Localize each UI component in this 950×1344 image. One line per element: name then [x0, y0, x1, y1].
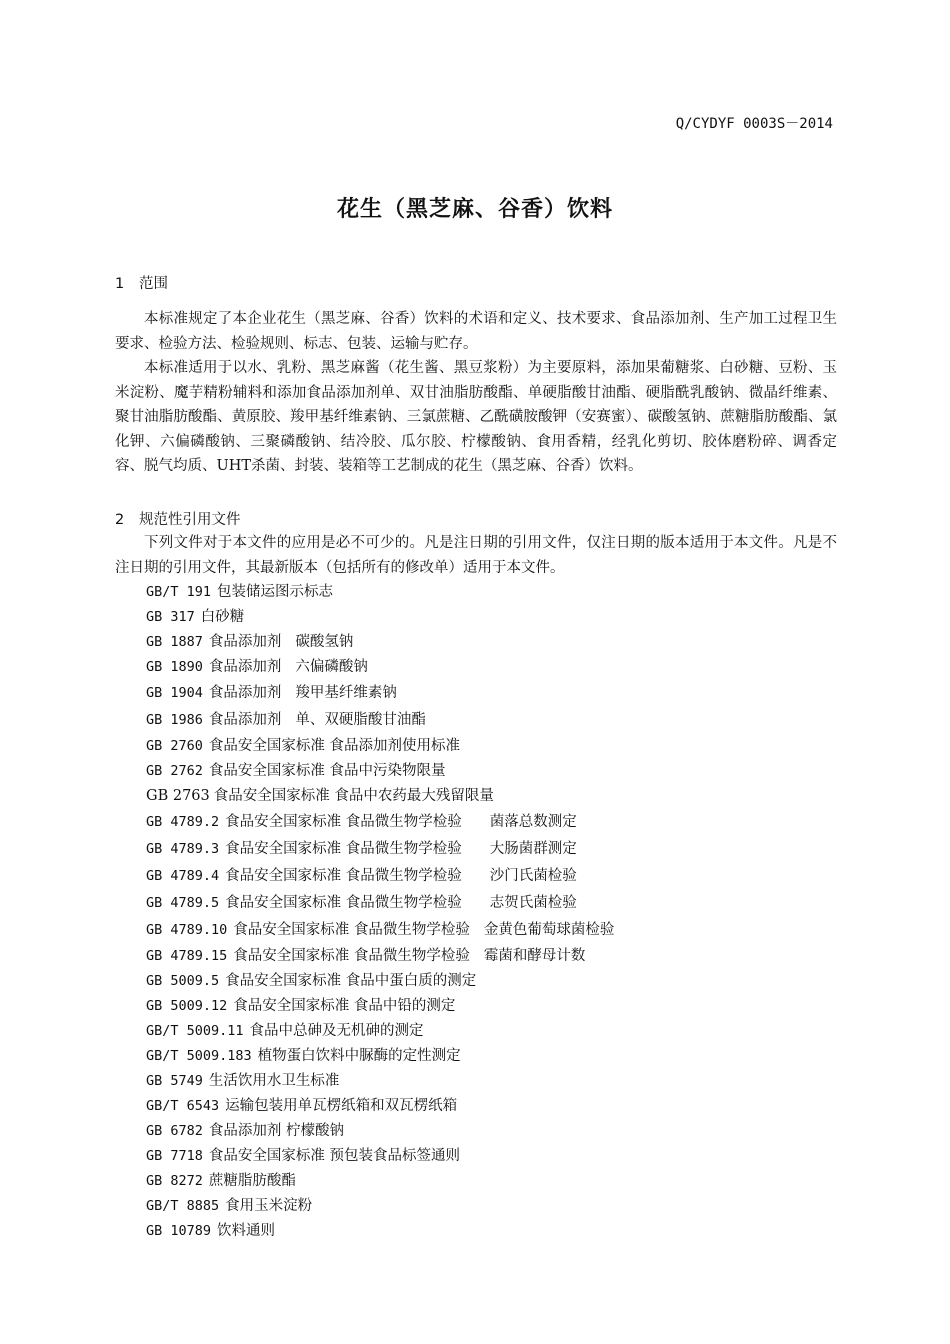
reference-subtitle: 大肠菌群测定	[489, 841, 577, 857]
reference-item	[146, 630, 614, 655]
reference-item	[146, 707, 614, 734]
reference-title: 食品安全国家标准 预包装食品标签通则	[208, 1148, 461, 1164]
reference-title: 饮料通则	[217, 1223, 276, 1239]
section-title: 范围	[139, 276, 168, 292]
reference-code: GB 1890	[146, 659, 203, 675]
reference-title: 食品安全国家标准 食品中污染物限量	[208, 763, 446, 779]
reference-code: GB 2760	[146, 738, 203, 754]
reference-title: 食品添加剂	[208, 712, 282, 728]
reference-title: 白砂糖	[200, 609, 245, 625]
reference-code: GB/T 8885	[146, 1198, 220, 1214]
reference-item	[146, 1119, 614, 1144]
reference-subtitle: 金黄色葡萄球菌检验	[483, 922, 615, 938]
reference-item	[146, 944, 614, 969]
reference-title: 食品安全国家标准 食品微生物学检验	[233, 922, 470, 938]
reference-title: 运输包装用单瓦楞纸箱和双瓦楞纸箱	[225, 1098, 458, 1114]
reference-code: GB 5749	[146, 1073, 203, 1089]
reference-code: GB 2763	[146, 788, 210, 804]
reference-code: GB/T 6543	[146, 1098, 220, 1114]
section-number: 2	[115, 512, 125, 528]
reference-code: GB/T 5009.183	[146, 1048, 252, 1064]
reference-subtitle: 霉菌和酵母计数	[483, 948, 586, 964]
reference-title: 生活饮用水卫生标准	[208, 1073, 340, 1089]
reference-code: GB 4789.4	[146, 868, 220, 884]
reference-code: GB 1904	[146, 685, 203, 701]
reference-title: 食品安全国家标准 食品微生物学检验	[233, 948, 470, 964]
reference-title: 食用玉米淀粉	[225, 1198, 313, 1214]
section-heading-normative-references	[115, 508, 241, 529]
reference-title: 植物蛋白饮料中脲酶的定性测定	[257, 1048, 461, 1064]
reference-item	[146, 680, 614, 707]
reference-title: 食品安全国家标准 食品添加剂使用标准	[208, 738, 461, 754]
section-heading-scope	[115, 272, 168, 293]
reference-title: 食品添加剂	[208, 634, 282, 650]
reference-code: GB 1887	[146, 634, 203, 650]
reference-item	[146, 784, 614, 809]
reference-item	[146, 994, 614, 1019]
reference-item	[146, 917, 614, 944]
reference-item	[146, 836, 614, 863]
reference-code: GB 1986	[146, 712, 203, 728]
reference-title: 食品添加剂 柠檬酸钠	[208, 1123, 345, 1139]
reference-title: 食品安全国家标准 食品中铅的测定	[233, 998, 456, 1014]
reference-item	[146, 969, 614, 994]
reference-item	[146, 1144, 614, 1169]
reference-item	[146, 1169, 614, 1194]
reference-code: GB 5009.12	[146, 998, 228, 1014]
reference-item	[146, 605, 614, 630]
reference-code: GB 4789.3	[146, 841, 220, 857]
reference-title: 食品安全国家标准 食品微生物学检验	[225, 814, 462, 830]
reference-code: GB 4789.2	[146, 814, 220, 830]
paragraph-scope-2: 本标准适用于以水、乳粉、黑芝麻酱（花生酱、黑豆浆粉）为主要原料，添加果葡糖浆、白砂糖、豆粉、玉米淀粉、魔芋精粉辅料和添加食品添加剂单、双甘油脂肪酸酯、单硬脂酸甘油酯、硬脂酰乳酸钠、微晶纤维素、聚甘油脂肪酸酯、黄原胶、羧甲基纤维素钠、三氯蔗糖、乙酰磺胺酸钾（安赛蜜）、碳酸氢钠、蔗糖脂肪酸酯、氯化钾、六偏磷酸钠、三聚磷酸钠、结冷胶、瓜尔胶、柠檬酸钠、食用香精，经乳化剪切、胶体磨粉碎、调香定容、脱气均质、UHT杀菌、封装、装箱等工艺制成的花生（黑芝麻、谷香）饮料。	[115, 360, 837, 475]
reference-list	[146, 580, 614, 1244]
reference-title: 食品安全国家标准 食品微生物学检验	[225, 868, 462, 884]
reference-item	[146, 1069, 614, 1094]
reference-subtitle: 碳酸氢钠	[295, 634, 354, 650]
reference-title: 包装储运图示标志	[217, 584, 334, 600]
reference-item	[146, 1019, 614, 1044]
reference-code: GB 6782	[146, 1123, 203, 1139]
paragraph-scope-1: 本标准规定了本企业花生（黑芝麻、谷香）饮料的术语和定义、技术要求、食品添加剂、生产加工过程卫生要求、检验方法、检验规则、标志、包装、运输与贮存。	[115, 311, 837, 352]
reference-item	[146, 863, 614, 890]
section-title: 规范性引用文件	[139, 512, 241, 528]
reference-item	[146, 759, 614, 784]
paragraph-references-intro: 下列文件对于本文件的应用是必不可少的。凡是注日期的引用文件，仅注日期的版本适用于本文件。凡是不注日期的引用文件，其最新版本（包括所有的修改单）适用于本文件。	[115, 535, 837, 576]
reference-code: GB 4789.15	[146, 948, 228, 964]
reference-item	[146, 1044, 614, 1069]
reference-code: GB 8272	[146, 1173, 203, 1189]
reference-title: 食品添加剂	[208, 685, 282, 701]
reference-subtitle: 羧甲基纤维素钠	[295, 685, 397, 701]
reference-code: GB 7718	[146, 1148, 203, 1164]
reference-code: GB 2762	[146, 763, 203, 779]
reference-subtitle: 沙门氏菌检验	[489, 868, 577, 884]
reference-title: 食品安全国家标准 食品微生物学检验	[225, 841, 462, 857]
reference-code: GB 10789	[146, 1223, 212, 1239]
reference-code: GB/T 5009.11	[146, 1023, 244, 1039]
reference-item	[146, 890, 614, 917]
reference-item	[146, 1219, 614, 1244]
reference-code: GB 5009.5	[146, 973, 220, 989]
reference-code: GB 317	[146, 609, 195, 625]
reference-code: GB 4789.10	[146, 922, 228, 938]
standard-code: Q/CYDYF 0003S－2014	[675, 116, 833, 132]
reference-item	[146, 734, 614, 759]
reference-title: 食品安全国家标准 食品微生物学检验	[225, 895, 462, 911]
reference-subtitle: 单、双硬脂酸甘油酯	[295, 712, 426, 728]
reference-title: 食品添加剂	[208, 659, 282, 675]
reference-subtitle: 志贺氏菌检验	[489, 895, 577, 911]
reference-code: GB/T 191	[146, 584, 212, 600]
section-number: 1	[115, 276, 125, 292]
reference-subtitle: 菌落总数测定	[489, 814, 577, 830]
reference-item	[146, 1194, 614, 1219]
reference-item	[146, 809, 614, 836]
reference-title: 食品安全国家标准 食品中农药最大残留限量	[213, 788, 494, 804]
reference-title: 蔗糖脂肪酸酯	[208, 1173, 296, 1189]
reference-title: 食品安全国家标准 食品中蛋白质的测定	[225, 973, 477, 989]
reference-item	[146, 1094, 614, 1119]
document-title: 花生（黑芝麻、谷香）饮料	[336, 197, 613, 222]
reference-item	[146, 580, 614, 605]
reference-item	[146, 655, 614, 680]
reference-code: GB 4789.5	[146, 895, 220, 911]
reference-subtitle: 六偏磷酸钠	[295, 659, 368, 675]
reference-title: 食品中总砷及无机砷的测定	[249, 1023, 424, 1039]
